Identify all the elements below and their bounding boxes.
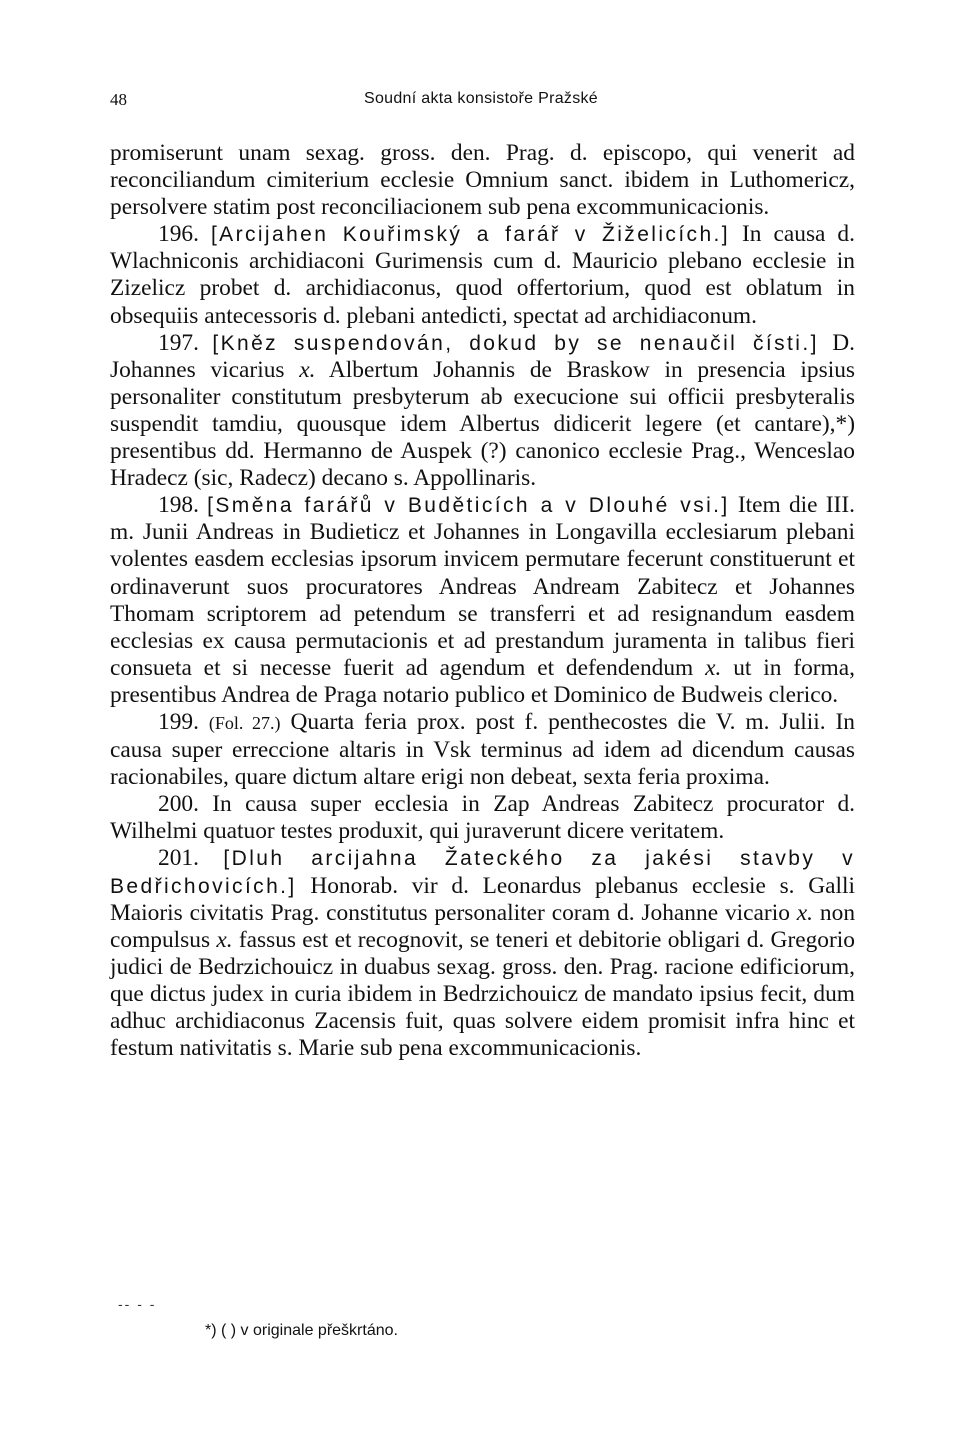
placeholder-mark: x. [705, 654, 722, 681]
entry-number: 196. [158, 221, 199, 248]
entry-text: fassus est et recognovit, se teneri et debitorie obligari d. Gregorio judici de Bedrzichouicz in duabus sexag. gross. den. Prag. racione edificiorum, que dictus judex in curia ibidem in Bedrzichouicz de mandato ipsius fecit, dum adhuc archidiaconus Zacensis fuit, quas solvere eidem promisit infra hinc et festum nativitatis s. Marie sub pena excommunicacionis. [110, 926, 855, 1062]
entry-198 [110, 492, 855, 709]
entry-text: In causa d. Wlachniconis archidiaconi Gurimensis cum d. Mauricio plebano ecclesie in Zizelicz probet d. archidiaconus, quod offertorium, quod est oblatum in obsequiis antecessoris d. plebani antedicti, spectat ad archidiaconum. [110, 221, 855, 329]
running-title: Soudní akta konsistoře Pražské [363, 90, 598, 107]
entry-number: 200. [158, 791, 199, 818]
entry-text: Albertum Johannis de Braskow in presencia ipsius personaliter constitutum presbyterum ab execucione sui officii presbyteralis suspendit tamdiu, quousque idem Albertus didicerit legere (et cantare),*) presentibus dd. Hermanno de Auspek (?) canonico ecclesie Prag., Wenceslao Hradecz (sic, Radecz) decano s. Appollinaris. [110, 356, 855, 492]
entry-text: Honorab. vir d. Leonardus plebanus ecclesie s. Galli Maioris civitatis Prag. constitutus personaliter coram d. Johanne vicario [110, 872, 855, 926]
entry-text: D. Johannes vicarius [110, 329, 855, 383]
entry-heading: [Kněz suspendován, dokud by se nenaučil čísti.] [212, 331, 819, 355]
entry-197 [110, 330, 855, 493]
footnote: *) ( ) v originale přeškrtáno. [205, 1322, 398, 1339]
folio-reference: (Fol. 27.) [208, 712, 281, 733]
body-text [110, 140, 855, 1062]
entry-text: In causa super ecclesia in Zap Andreas Zabitecz procurator d. Wilhelmi quatuor testes produxit, qui juraverunt dicere veritatem. [110, 791, 855, 845]
page-number: 48 [110, 90, 127, 109]
placeholder-mark: x. [216, 926, 233, 953]
intro-text: promiserunt unam sexag. gross. den. Prag. d. episcopo, qui venerit ad reconciliandum cimiterium ecclesie Omnium sanct. ibidem in Luthomericz, persolvere statim post reconciliacionem sub pena excommunicacionis. [110, 140, 855, 221]
entry-200 [110, 791, 855, 845]
entry-heading: [Dluh arcijahna Žateckého za jakési stavby v Bedřichovicích.] [110, 847, 855, 898]
entry-199 [110, 709, 855, 791]
entry-text: Item die III. m. Junii Andreas in Budieticz et Johannes in Longavilla ecclesiarum plebani volentes easdem ecclesias ipsorum invicem permutare fecerunt constituerunt et ordinaverunt suos procuratores Andreas Andream Zabitecz et Johannes Thomam scriptorem ad petendum se transferri et ad resignandum easdem ecclesias ex causa permutacionis et ad prestandum juramenta in talibus fieri consueta et si necesse fuerit ad agendum et defendendum [110, 492, 855, 681]
entry-number: 201. [158, 845, 199, 872]
entry-number: 198. [158, 492, 199, 519]
entry-heading: [Směna farářů v Buděticích a v Dlouhé vsi.] [207, 494, 730, 518]
placeholder-mark: x. [796, 899, 814, 926]
placeholder-mark: x. [299, 356, 316, 383]
entry-text: Quarta feria prox. post f. penthecostes die V. m. Julii. In causa super erreccione altaris in Vsk terminus ad idem ad dicendum causas racionabiles, quare dictum altare erigi non debeat, sexta feria proxima. [110, 708, 855, 791]
entry-201 [110, 845, 855, 1062]
entry-text: ut in forma, presentibus Andrea de Praga notario publico et Dominico de Budweis clerico. [110, 654, 855, 708]
entry-heading: [Arcijahen Kouřimský a farář v Žiželicích.] [210, 223, 730, 247]
entry-196 [110, 221, 855, 329]
entry-number: 199. [158, 708, 199, 735]
intro-paragraph [110, 140, 855, 221]
page-header [110, 90, 852, 114]
entry-text: non compulsus [110, 899, 856, 953]
footnote-rule: -- - - [118, 1296, 157, 1312]
entry-number: 197. [158, 329, 199, 356]
